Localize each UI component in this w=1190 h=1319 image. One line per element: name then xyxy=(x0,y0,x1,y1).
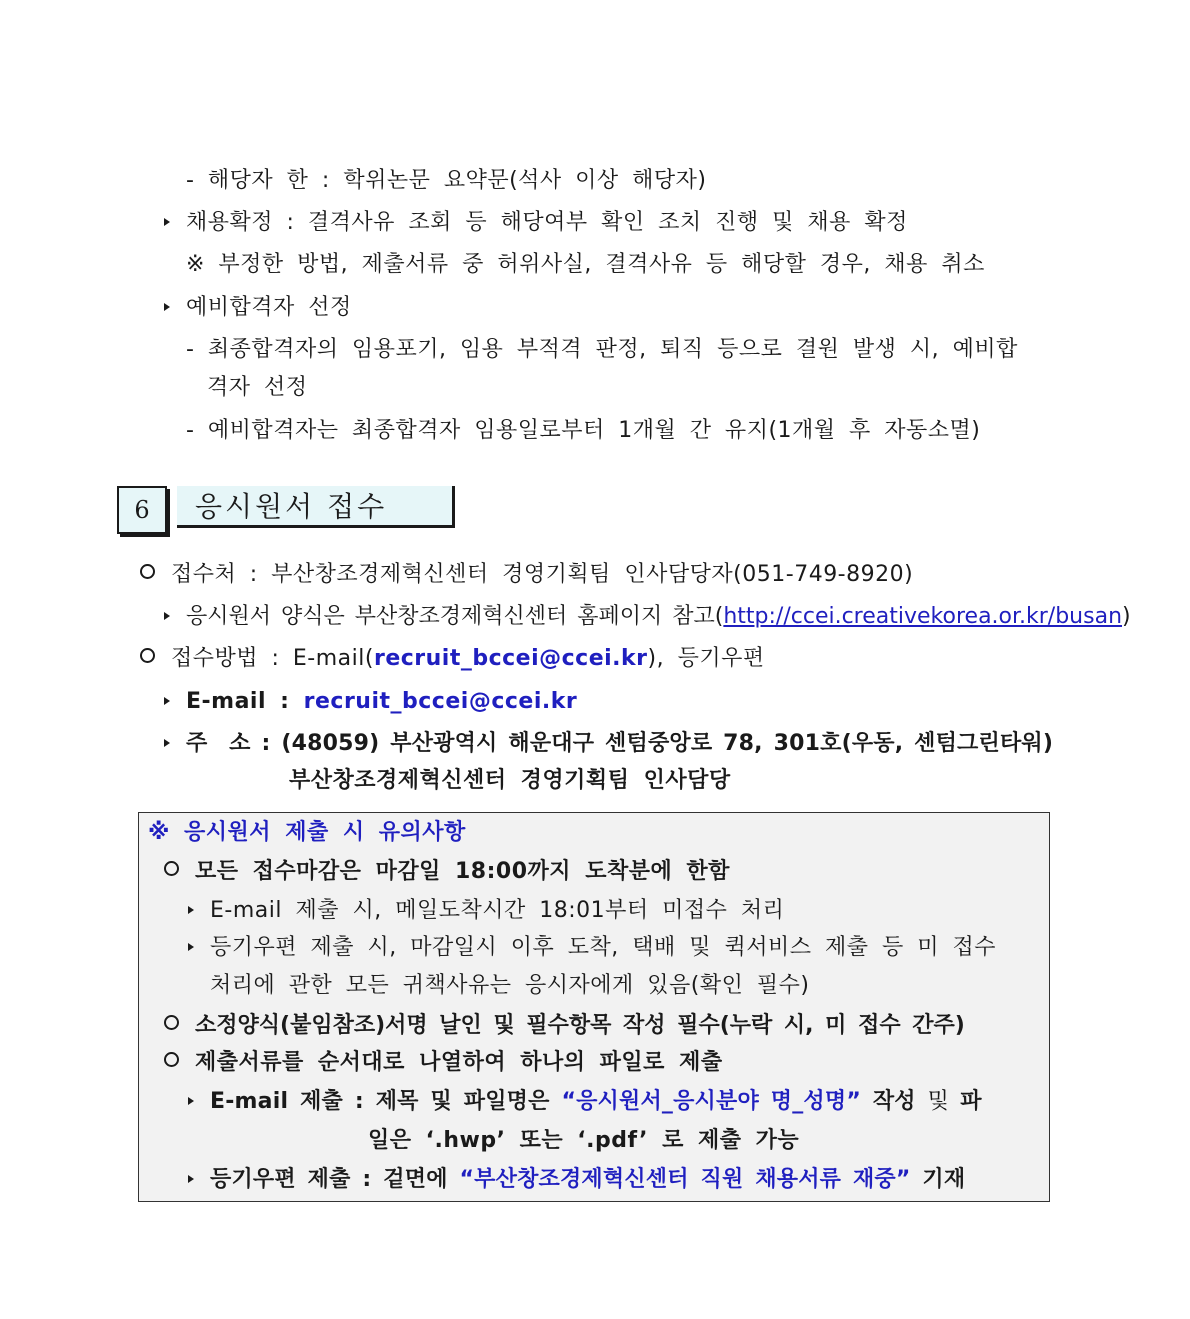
item-form-reference: 응시원서 양식은 부산창조경제혁신센터 홈페이지 참고(http://ccei.creativekorea.or.kr/busan) xyxy=(164,602,1131,632)
bullet-triangle-icon xyxy=(164,218,170,226)
notice-email-deadline: E-mail 제출 시, 메일도착시간 18:01부터 미접수 처리 xyxy=(188,896,784,926)
item-email: E-mail : recruit_bccei@ccei.kr xyxy=(164,687,577,717)
address-line-2: 부산창조경제혁신센터 경영기획팀 인사담당 xyxy=(289,768,731,793)
text-thesis-abstract: - 해당자 한 : 학위논문 요약문(석사 이상 해당자) xyxy=(186,168,707,193)
email-link[interactable]: recruit_bccei@ccei.kr xyxy=(373,646,648,671)
notice-mail-deadline-2: 처리에 관한 모든 귀책사유는 응시자에게 있음(확인 필수) xyxy=(210,973,810,998)
bullet-triangle-icon xyxy=(164,303,170,311)
notice-email-filename-2: 일은 ‘.hwp’ 또는 ‘.pdf’ 로 제출 가능 xyxy=(368,1128,800,1153)
bullet-circle-icon xyxy=(140,564,155,579)
bullet-triangle-icon xyxy=(188,1097,194,1105)
bullet-circle-icon xyxy=(140,648,155,663)
homepage-link[interactable]: http://ccei.creativekorea.or.kr/busan xyxy=(723,604,1123,629)
text-reserve-cond-2: 격자 선정 xyxy=(207,375,308,400)
note-hiring-cancel: ※ 부정한 방법, 제출서류 중 허위사실, 결격사유 등 해당할 경우, 채용 취소 xyxy=(186,252,985,277)
notice-form-signature: 소정양식(붙임참조)서명 날인 및 필수항목 작성 필수(누락 시, 미 접수 간주) xyxy=(164,1011,965,1041)
bullet-circle-icon xyxy=(164,861,179,876)
section-number: 6 xyxy=(117,486,167,534)
bullet-triangle-icon xyxy=(164,612,170,620)
notice-single-file: 제출서류를 순서대로 나열하여 하나의 파일로 제출 xyxy=(164,1048,723,1078)
notice-mail-deadline-1: 등기우편 제출 시, 마감일시 이후 도착, 택배 및 퀵서비스 제출 등 미 접수 xyxy=(188,933,996,963)
notice-mail-envelope: 등기우편 제출 : 겉면에 “부산창조경제혁신센터 직원 채용서류 재중” 기재 xyxy=(188,1165,965,1195)
item-hiring-confirmation: 채용확정 : 결격사유 조회 등 해당여부 확인 조치 진행 및 채용 확정 xyxy=(164,208,908,238)
notice-email-filename: E-mail 제출 : 제목 및 파일명은 “응시원서_응시분야 명_성명” 작성 및 파 xyxy=(188,1087,982,1117)
bullet-triangle-icon xyxy=(188,906,194,914)
bullet-circle-icon xyxy=(164,1052,179,1067)
notice-deadline: 모든 접수마감은 마감일 18:00까지 도착분에 한함 xyxy=(164,857,730,887)
bullet-triangle-icon xyxy=(188,1175,194,1183)
notice-title: ※ 응시원서 제출 시 유의사항 xyxy=(148,820,466,845)
section-title: 응시원서 접수 xyxy=(177,486,455,528)
item-reserve-selection: 예비합격자 선정 xyxy=(164,293,352,323)
item-address: 주 소 : (48059) 부산광역시 해운대구 센텀중앙로 78, 301호(우동, 센텀그린타워) xyxy=(164,729,1053,759)
item-receipt-method: 접수방법 : E-mail(recruit_bccei@ccei.kr), 등기우편 xyxy=(140,644,765,674)
email-address-link[interactable]: recruit_bccei@ccei.kr xyxy=(303,689,578,714)
text-reserve-cond-1: - 최종합격자의 임용포기, 임용 부적격 판정, 퇴직 등으로 결원 발생 시, 예비합 xyxy=(186,337,1018,362)
bullet-triangle-icon xyxy=(164,697,170,705)
bullet-triangle-icon xyxy=(164,739,170,747)
item-receipt-place: 접수처 : 부산창조경제혁신센터 경영기획팀 인사담당자(051-749-8920) xyxy=(140,560,913,590)
text-reserve-period: - 예비합격자는 최종합격자 임용일로부터 1개월 간 유지(1개월 후 자동소멸) xyxy=(186,418,981,443)
bullet-circle-icon xyxy=(164,1015,179,1030)
bullet-triangle-icon xyxy=(188,943,194,951)
